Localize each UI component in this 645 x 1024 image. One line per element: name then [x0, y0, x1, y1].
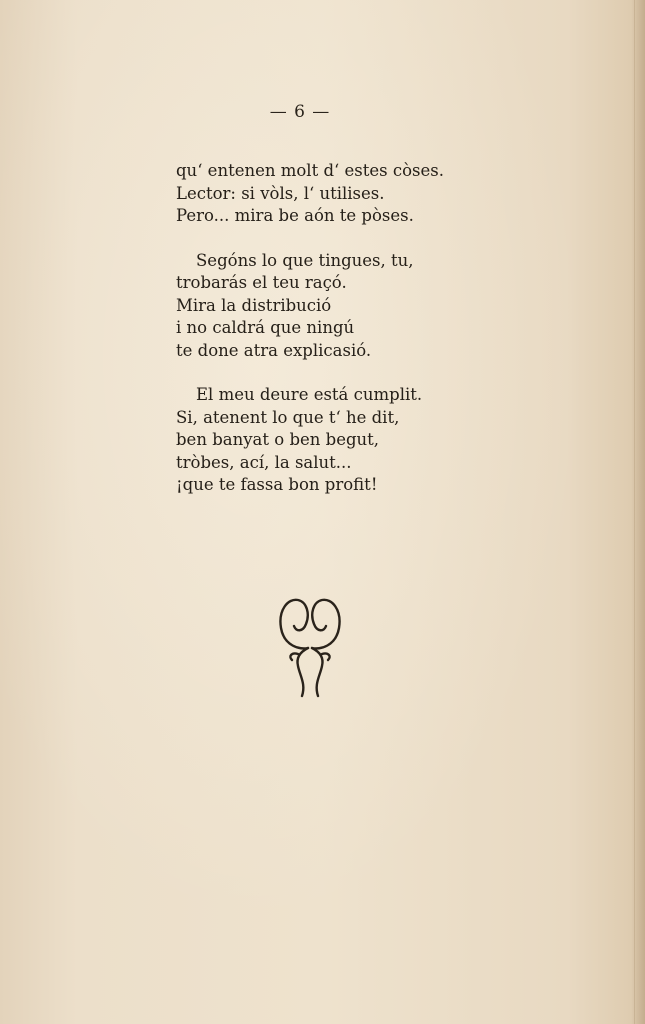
- verse-line: Mira la distribució: [176, 295, 332, 315]
- verse-line: ¡que te fassa bon profit!: [176, 475, 378, 494]
- verse-line: Segóns lo que tingues, tu,: [196, 250, 414, 270]
- page-number: — 6 —: [269, 102, 331, 122]
- poem: [176, 160, 476, 519]
- verse-line: trobarás el teu raçó.: [176, 273, 347, 292]
- floral-ornament-icon: [270, 588, 350, 700]
- page-edge-shadow: [631, 0, 645, 1024]
- verse-line: i no caldrá que ningú: [176, 318, 355, 337]
- stanza-2: [176, 250, 476, 363]
- verse-line: ben banyat o ben begut,: [176, 430, 380, 449]
- verse-line: qu‘ entenen molt d‘ estes còses.: [176, 161, 444, 180]
- verse-line: Si, atenent lo que t‘ he dit,: [176, 407, 400, 427]
- stanza-3: [176, 384, 476, 497]
- stanza-1: [176, 160, 476, 228]
- verse-line: El meu deure está cumplit.: [196, 385, 423, 404]
- verse-line: te done atra explicasió.: [176, 340, 372, 360]
- verse-line: Lector: si vòls, l‘ utilises.: [176, 183, 385, 203]
- verse-line: tròbes, ací, la salut...: [176, 452, 352, 472]
- verse-line: Pero... mira be aón te pòses.: [176, 206, 414, 225]
